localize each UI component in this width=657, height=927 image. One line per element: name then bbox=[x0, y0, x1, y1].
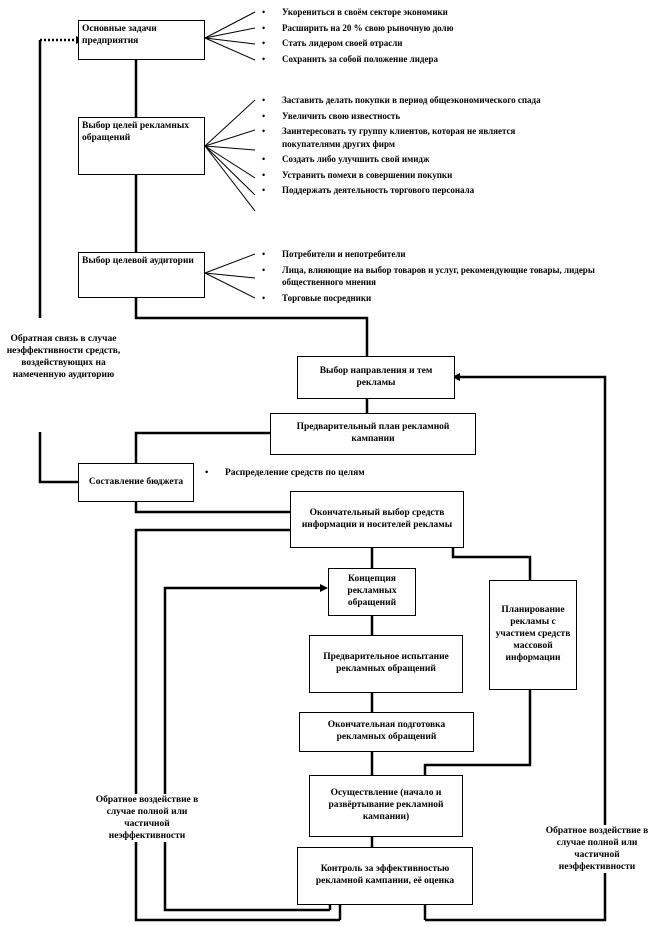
feedback-left-note: Обратная связь в случае неэффективности средств, воздействующих на намеченную аудиторию bbox=[6, 334, 121, 380]
connector-budget-media bbox=[136, 501, 291, 512]
list-item: • Создать либо улучшить свой имидж bbox=[262, 154, 430, 164]
list-item: • Заинтересовать ту группу клиентов, которая не является покупателями других фирм bbox=[262, 126, 516, 149]
list-item: • Распределение средств по целям bbox=[205, 468, 365, 478]
feedback-bottom-left-note: Обратное воздействие в случае полной или частичной неэффективности bbox=[92, 794, 202, 842]
list-item: • Лица, влияющие на выбор товаров и услуг, рекомендующие товары, лидеры общественного мнения bbox=[262, 264, 595, 287]
connector-audience-direction bbox=[136, 297, 367, 356]
list-item: • Увеличить свою известность bbox=[262, 110, 401, 121]
target-audience-box: Выбор целевой аудитории bbox=[78, 252, 205, 298]
feedback-bottom-right-note: Обратное воздействие в случае полной или частичной неэффективности bbox=[540, 825, 654, 873]
tasks-box: Основные задачи предприятия bbox=[78, 20, 205, 60]
list-item: • Поддержать деятельность торгового персонала bbox=[262, 185, 475, 195]
media-choice-box: Окончательный выбор средств информации и носителей рекламы bbox=[290, 491, 464, 548]
pretest-box: Предварительное испытание рекламных обращений bbox=[309, 635, 463, 693]
feedback-left-lower bbox=[40, 432, 78, 482]
connector-media-planning bbox=[453, 548, 530, 580]
concept-box: Концепция рекламных обращений bbox=[328, 568, 416, 616]
final-prep-box: Окончательная подготовка рекламных обращений bbox=[299, 712, 474, 752]
list-item: • Заставить делать покупки в период общеэкономического спада bbox=[262, 95, 541, 105]
budget-box: Составление бюджета bbox=[78, 463, 194, 502]
list-item: • Сохранить за собой положение лидера bbox=[262, 53, 438, 64]
arrowhead-concept bbox=[320, 584, 328, 592]
prelim-plan-box: Предварительный план рекламной кампании bbox=[270, 413, 476, 455]
mass-media-planning-box: Планирование рекламы с участием средств массовой информации bbox=[489, 580, 577, 690]
goals-list bbox=[262, 94, 562, 197]
list-item: • Укорениться в своём секторе экономики bbox=[262, 7, 448, 17]
audience-list bbox=[262, 248, 632, 304]
list-item: • Устранить помехи в совершении покупки bbox=[262, 169, 453, 180]
list-item: • Потребители и непотребители bbox=[262, 249, 406, 259]
budget-list bbox=[205, 467, 465, 480]
implementation-box: Осуществление (начало и развёртывание рекламной кампании) bbox=[309, 775, 463, 837]
control-box: Контроль за эффективностью рекламной кампании, её оценка bbox=[297, 847, 473, 905]
ad-goals-box: Выбор целей рекламных обращений bbox=[78, 117, 205, 175]
direction-box: Выбор направления и тем рекламы bbox=[297, 356, 455, 399]
tasks-list bbox=[262, 6, 562, 65]
list-item: • Торговые посредники bbox=[262, 292, 372, 303]
list-item: • Стать лидером своей отрасли bbox=[262, 38, 403, 48]
list-item: • Расширить на 20 % свою рыночную долю bbox=[262, 22, 454, 33]
